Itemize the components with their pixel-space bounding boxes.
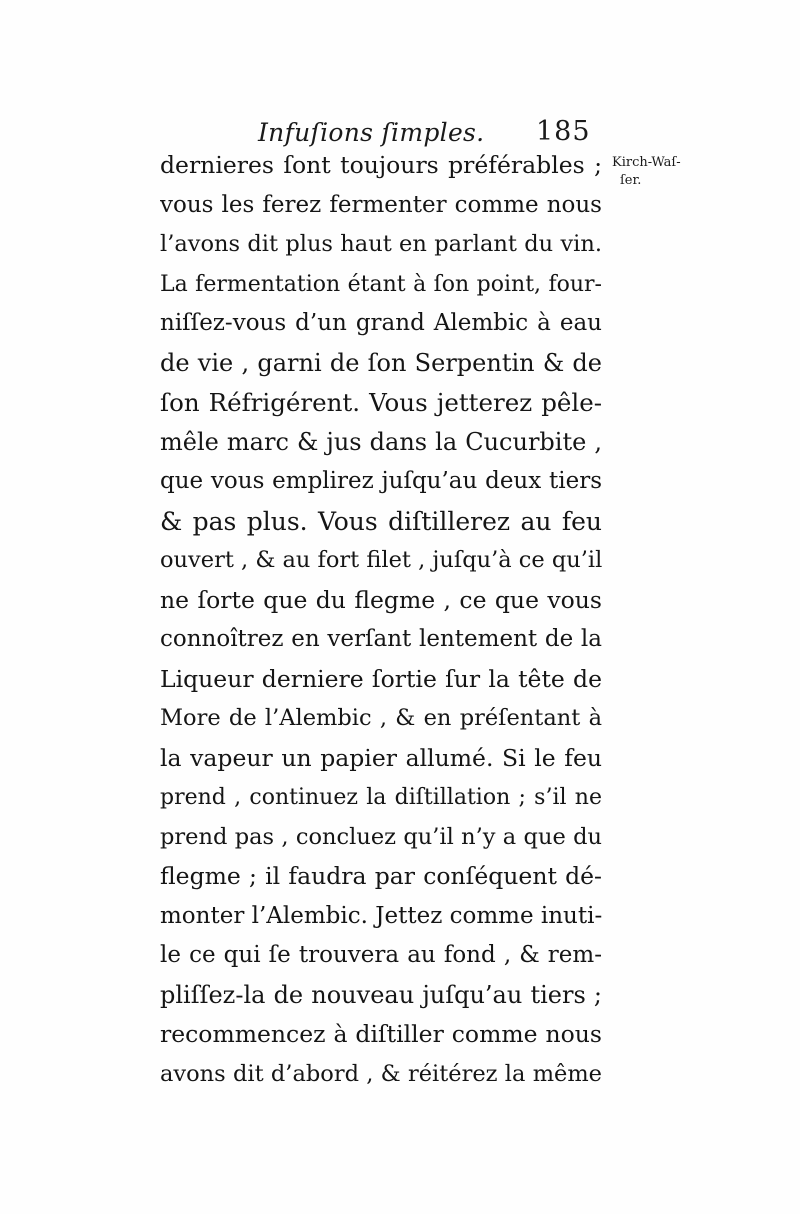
text-line: vous les ferez fermenter comme nous [160,191,602,218]
running-title: Infuſions ſimples. [258,118,485,147]
text-line: le ce qui ſe trouvera au fond , & rem- [160,942,602,968]
text-line: connoîtrez en verſant lentement de la [160,626,602,652]
text-line: ouvert , & au fort filet , juſqu’à ce qu’il [160,547,602,573]
text-line: l’avons dit plus haut en parlant du vin. [160,231,602,257]
text-line: flegme ; il faudra par conſéquent dé- [160,862,602,890]
text-line: que vous emplirez juſqu’au deux tiers [160,468,602,494]
margin-note-line: Kirch-Waſ- [612,155,681,170]
text-line: Liqueur derniere ſortie ſur la tête de [160,664,602,693]
text-line: prend , continuez la diſtillation ; s’il ne [160,785,602,810]
text-line: pliſſez-la de nouveau juſqu’au tiers ; [160,980,602,1009]
body-text [160,146,602,1094]
text-line: avons dit d’abord , & réitérez la même [160,1060,602,1087]
text-line: ſon Réfrigérent. Vous jetterez pêle- [160,388,602,417]
text-line: & pas plus. Vous diſtillerez au feu [160,506,602,536]
text-line: de vie , garni de ſon Serpentin & de [160,348,602,377]
text-line: recommencez à diſtiller comme nous [160,1020,602,1048]
text-line: dernieres ſont toujours préférables ; [160,151,602,179]
text-line: More de l’Alembic , & en préſentant à [160,705,602,731]
text-line: monter l’Alembic. Jettez comme inuti- [160,902,602,929]
text-line: ne ſorte que du flegme , ce que vous [160,585,602,614]
page-number: 185 [536,116,591,147]
text-line: prend pas , concluez qu’il n’y a que du [160,823,602,850]
text-line: la vapeur un papier allumé. Si le feu [160,743,602,772]
margin-note [612,154,702,190]
text-line: niſſez-vous d’un grand Alembic à eau [160,310,602,336]
margin-note-line: ſer. [620,173,642,188]
text-line: La fermentation étant à ſon point, four- [160,271,602,297]
text-line: mêle marc & jus dans la Cucurbite , [160,427,602,456]
